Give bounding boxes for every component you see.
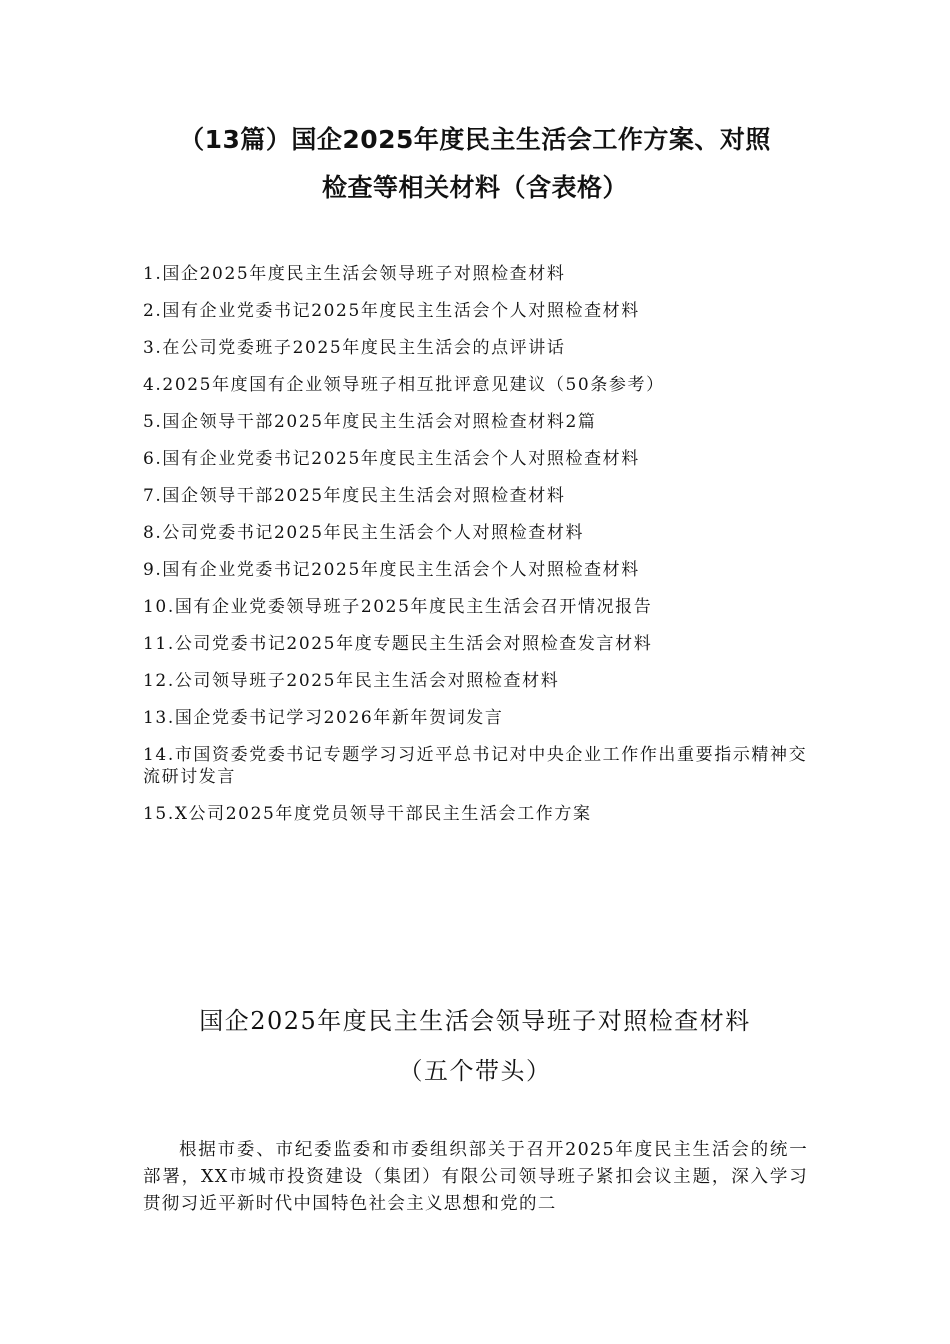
document-title: 国企2025年度民主生活会领导班子对照检查材料 xyxy=(199,1007,751,1035)
toc-item-15: 15.X公司2025年度党员领导干部民主生活会工作方案 xyxy=(143,804,592,824)
toc-item-6: 6.国有企业党委书记2025年度民主生活会个人对照检查材料 xyxy=(143,449,640,469)
body-paragraph: 根据市委、市纪委监委和市委组织部关于召开2025年度民主生活会的统一部署，XX市城市投资建设（集团）有限公司领导班子紧扣会议主题，深入学习贯彻习近平新时代中国特色社会主义思想和党的二 xyxy=(143,1140,808,1214)
table-of-contents xyxy=(143,263,813,840)
toc-item-8: 8.公司党委书记2025年民主生活会个人对照检查材料 xyxy=(143,523,585,543)
toc-item-7: 7.国企领导干部2025年度民主生活会对照检查材料 xyxy=(143,486,566,506)
toc-item-11: 11.公司党委书记2025年度专题民主生活会对照检查发言材料 xyxy=(143,634,653,654)
document-subtitle: （五个带头） xyxy=(398,1057,552,1085)
collection-title-line-2: 检查等相关材料（含表格） xyxy=(321,173,628,202)
toc-item-14: 14.市国资委党委书记专题学习习近平总书记对中央企业工作作出重要指示精神交流研讨发言 xyxy=(143,745,808,787)
toc-item-9: 9.国有企业党委书记2025年度民主生活会个人对照检查材料 xyxy=(143,560,640,580)
toc-item-3: 3.在公司党委班子2025年度民主生活会的点评讲话 xyxy=(143,338,566,358)
toc-item-13: 13.国企党委书记学习2026年新年贺词发言 xyxy=(143,708,504,728)
toc-item-2: 2.国有企业党委书记2025年度民主生活会个人对照检查材料 xyxy=(143,301,640,321)
toc-item-1: 1.国企2025年度民主生活会领导班子对照检查材料 xyxy=(143,264,566,284)
collection-title xyxy=(130,116,820,212)
toc-item-12: 12.公司领导班子2025年民主生活会对照检查材料 xyxy=(143,671,560,691)
toc-item-5: 5.国企领导干部2025年度民主生活会对照检查材料2篇 xyxy=(143,412,597,432)
toc-item-4: 4.2025年度国有企业领导班子相互批评意见建议（50条参考） xyxy=(143,375,665,395)
toc-item-10: 10.国有企业党委领导班子2025年度民主生活会召开情况报告 xyxy=(143,597,653,617)
collection-title-line-1: （13篇）国企2025年度民主生活会工作方案、对照 xyxy=(179,125,771,154)
document-heading xyxy=(140,996,810,1096)
